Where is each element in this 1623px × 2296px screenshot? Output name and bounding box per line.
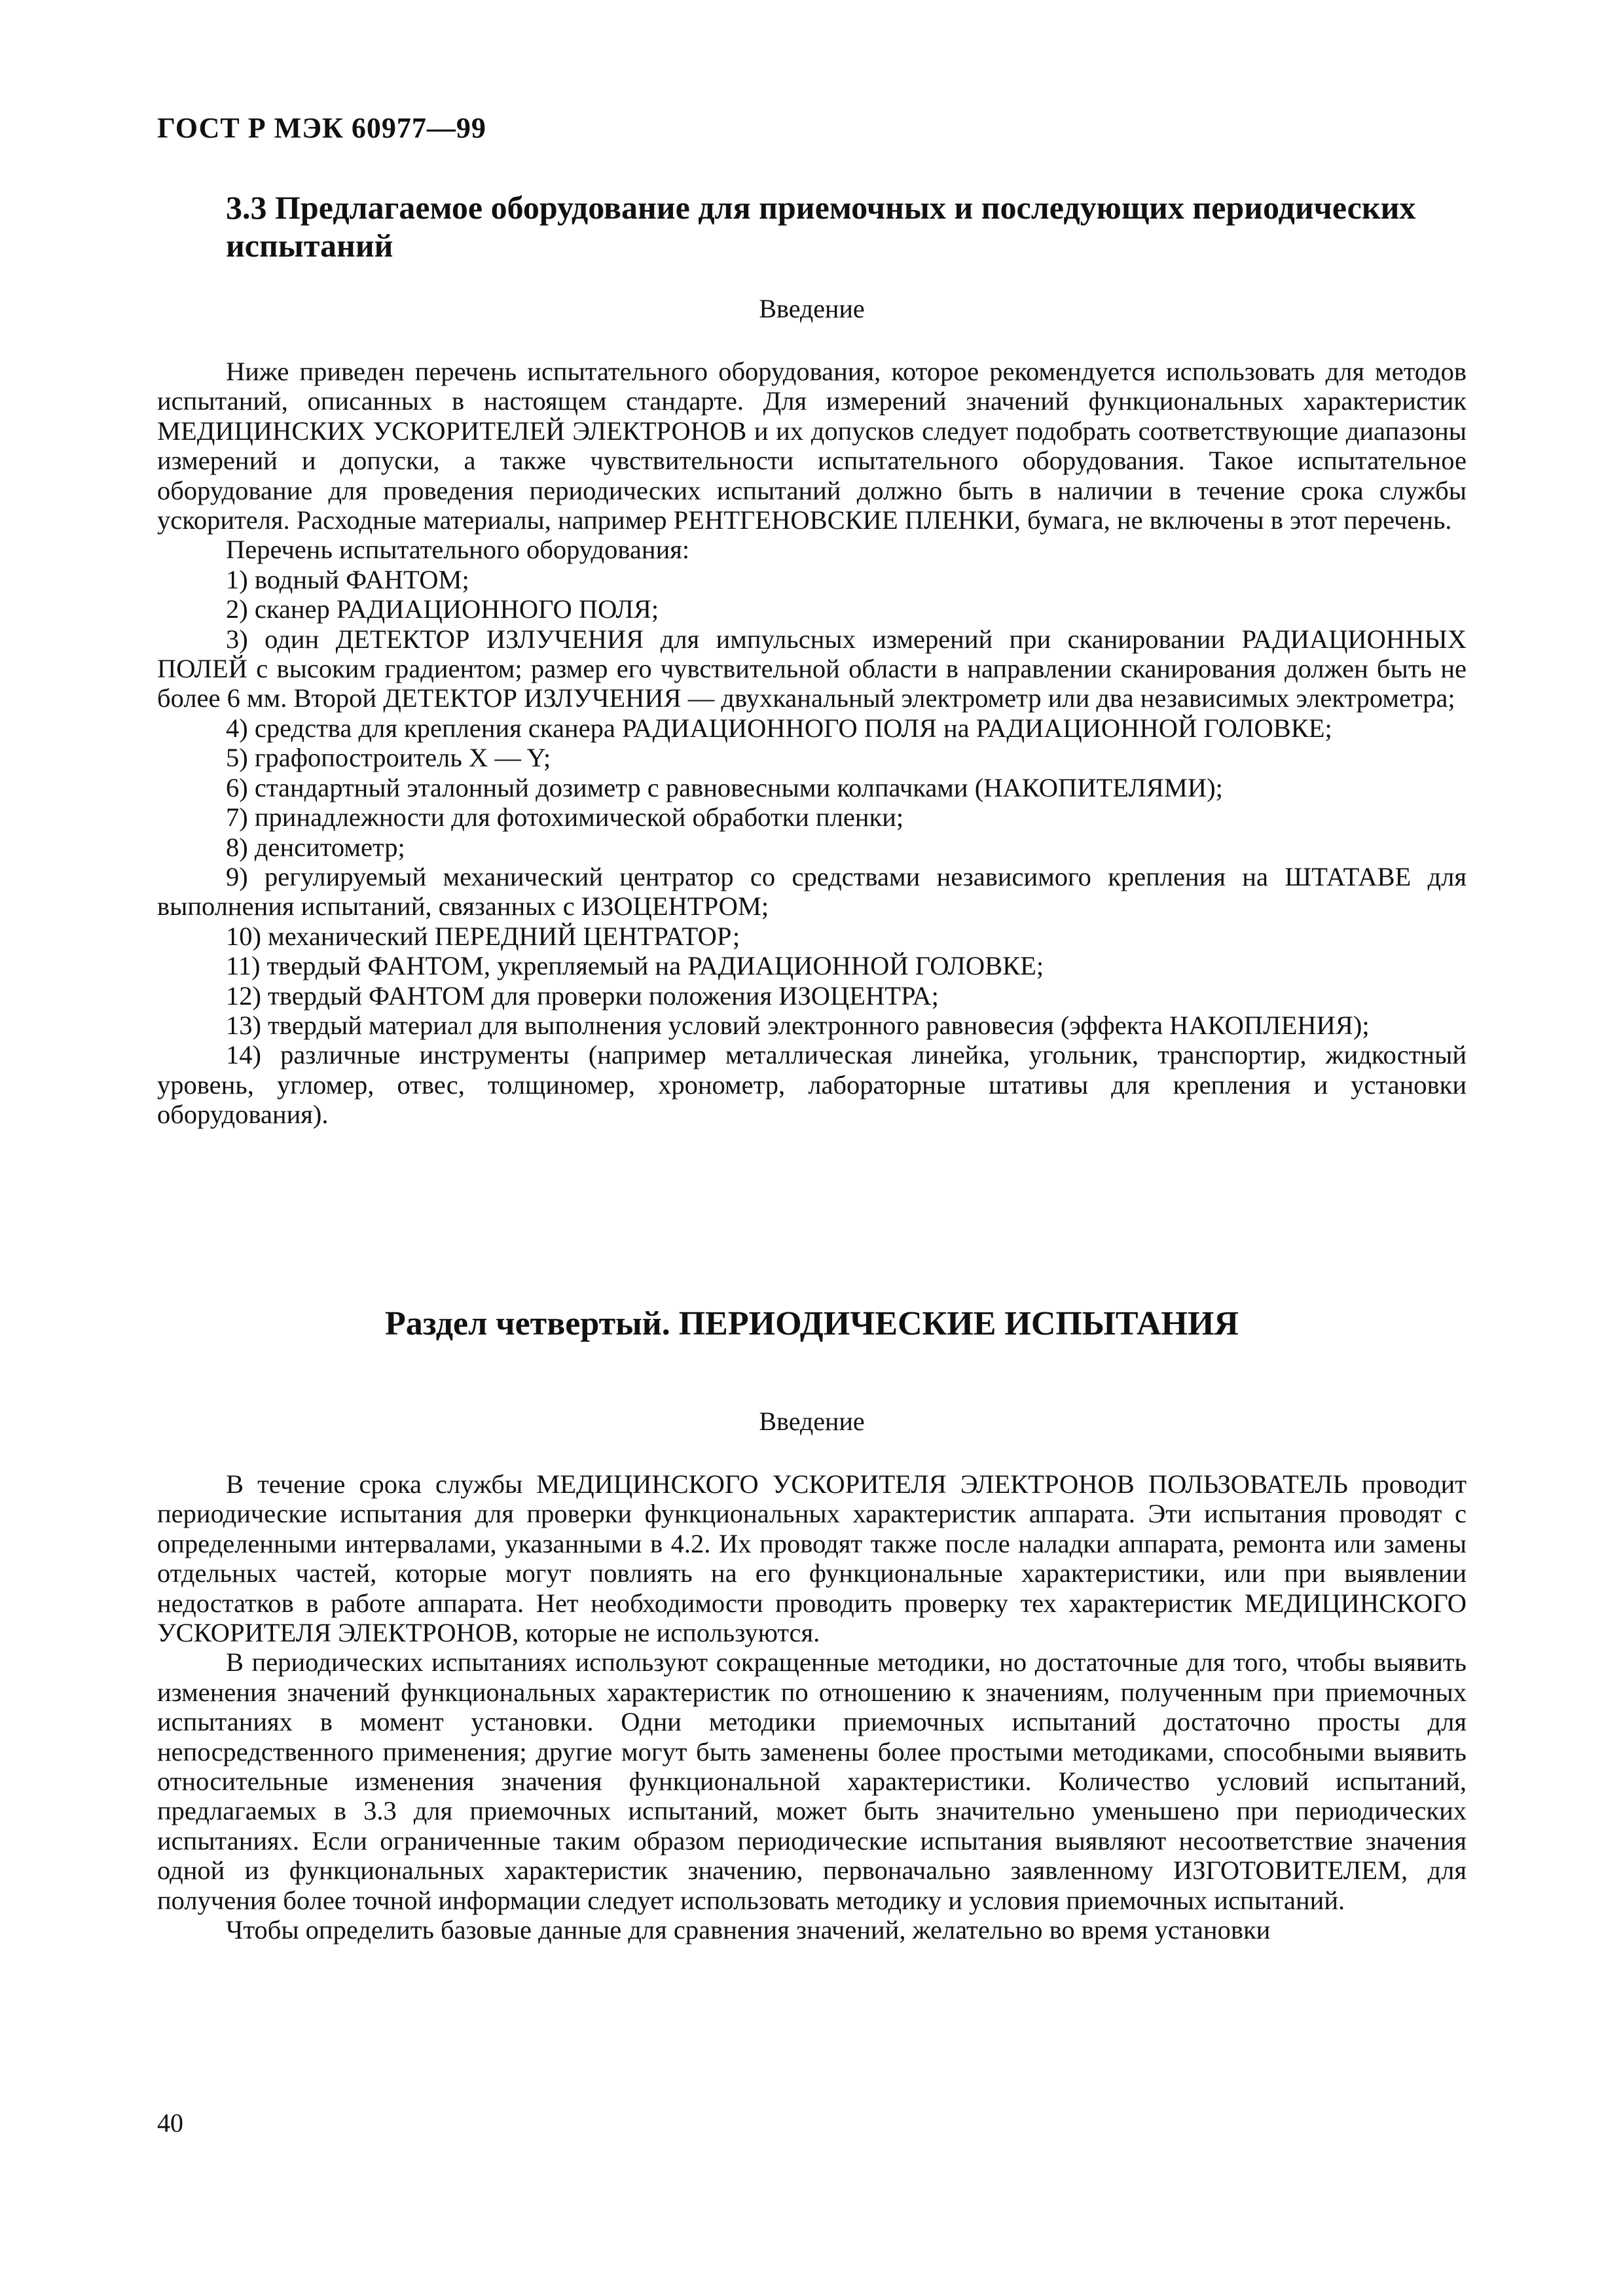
section-4-body [157,1469,1467,1945]
equipment-list-item: 11) твердый ФАНТОМ, укрепляемый на РАДИАЦИОННОЙ ГОЛОВКЕ; [226,951,1044,981]
equipment-list-item: 10) механический ПЕРЕДНИЙ ЦЕНТРАТОР; [226,921,740,951]
equipment-list-item: 9) регулируемый механический центратор со средствами независимого крепления на ШТАТАВЕ для выполнения испытаний, связанных с ИЗОЦЕНТРОМ; [157,861,1467,922]
equipment-list-item: 1) водный ФАНТОМ; [226,564,469,594]
equipment-list-item: 12) твердый ФАНТОМ для проверки положения ИЗОЦЕНТРА; [226,980,939,1011]
document-page [157,0,1467,2296]
equipment-list-item: 6) стандартный эталонный дозиметр с равновесными колпачками (НАКОПИТЕЛЯМИ); [226,772,1223,802]
equipment-list-item: 8) денситометр; [226,832,405,862]
document-code-header: ГОСТ Р МЭК 60977—99 [157,112,486,144]
page-number: 40 [157,2108,183,2138]
section-4-intro-label: Введение [759,1407,865,1436]
section-3-3-intro-label: Введение [759,294,865,323]
section-3-3-body [157,357,1467,1130]
equipment-list-item: 13) твердый материал для выполнения условий электронного равновесия (эффекта НАКОПЛЕНИЯ); [226,1010,1370,1040]
equipment-list-item: 14) различные инструменты (например металлическая линейка, угольник, транспортир, жидкостный уровень, угломер, отвес, толщиномер, хронометр, лабораторные штативы для крепления и установки оборудования). [157,1040,1467,1130]
section-4-paragraph: В течение срока службы МЕДИЦИНСКОГО УСКОРИТЕЛЯ ЭЛЕКТРОНОВ ПОЛЬЗОВАТЕЛЬ проводит периодические испытания для проверки функциональных характеристик аппарата. Эти испытания проводят с определенными интервалами, указанными в 4.2. Их проводят также после наладки аппарата, ремонта или замены отдельных частей, которые могут повлиять на его функциональные характеристики, или при выявлении недостатков в работе аппарата. Нет необходимости проводить проверку тех характеристик МЕДИЦИНСКОГО УСКОРИТЕЛЯ ЭЛЕКТРОНОВ, которые не используются. [157,1469,1467,1648]
section-3-3-heading: 3.3 Предлагаемое оборудование для приемочных и последующих периодических испытаний [226,189,1416,264]
equipment-list-item: 2) сканер РАДИАЦИОННОГО ПОЛЯ; [226,594,659,624]
section-4-paragraph: В периодических испытаниях используют сокращенные методики, но достаточные для того, чтобы выявить изменения значений функциональных характеристик по отношению к значениям, полученным при приемочных испытаниях в момент установки. Одни методики приемочных испытаний достаточно просты для непосредственного применения; другие могут быть заменены более простыми методиками, способными выявить относительные изменения значения функциональной характеристики. Количество условий испытаний, предлагаемых в 3.3 для приемочных испытаний, может быть значительно уменьшено при периодических испытаниях. Если ограниченные таким образом периодические испытания выявляют несоответствие значения одной из функциональных характеристик значению, первоначально заявленному ИЗГОТОВИТЕЛЕМ, для получения более точной информации следует использовать методику и условия приемочных испытаний. [157,1647,1467,1915]
equipment-list-item: 5) графопостроитель X — Y; [226,743,551,773]
section-4-paragraph: Чтобы определить базовые данные для сравнения значений, желательно во время установки [226,1915,1271,1945]
equipment-list-item: 7) принадлежности для фотохимической обработки пленки; [226,802,904,833]
equipment-list-item: 4) средства для крепления сканера РАДИАЦИОННОГО ПОЛЯ на РАДИАЦИОННОЙ ГОЛОВКЕ; [226,713,1332,743]
section-4-heading: Раздел четвертый. ПЕРИОДИЧЕСКИЕ ИСПЫТАНИЯ [385,1305,1239,1342]
equipment-list-intro: Перечень испытательного оборудования: [226,535,690,565]
equipment-list-item: 3) один ДЕТЕКТОР ИЗЛУЧЕНИЯ для импульсных измерений при сканировании РАДИАЦИОННЫХ ПОЛЕЙ с высоким градиентом; размер его чувствительной области в направлении сканирования должен быть не более 6 мм. Второй ДЕТЕКТОР ИЗЛУЧЕНИЯ — двухканальный электрометр или два независимых электрометра; [157,624,1467,713]
section-3-3-paragraph: Ниже приведен перечень испытательного оборудования, которое рекомендуется использовать для методов испытаний, описанных в настоящем стандарте. Для измерений значений функциональных характеристик МЕДИЦИНСКИХ УСКОРИТЕЛЕЙ ЭЛЕКТРОНОВ и их допусков следует подобрать соответствующие диапазоны измерений и допуски, а также чувствительности испытательного оборудования. Такое испытательное оборудование для проведения периодических испытаний должно быть в наличии в течение срока службы ускорителя. Расходные материалы, например РЕНТГЕНОВСКИЕ ПЛЕНКИ, бумага, не включены в этот перечень. [157,357,1467,535]
